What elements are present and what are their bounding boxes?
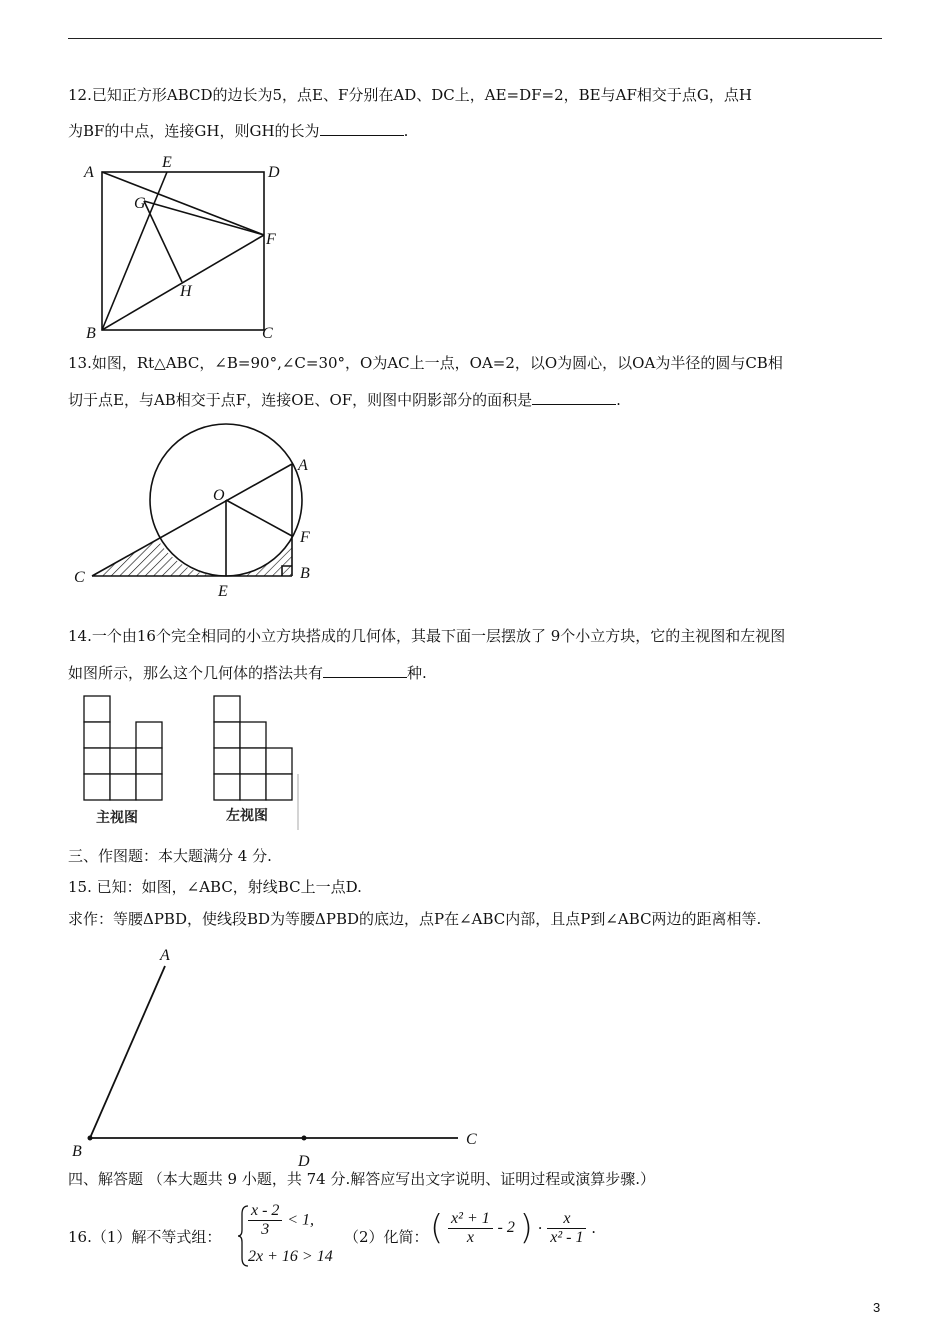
q12-label-H: H <box>180 283 192 300</box>
q14-line2-text: 如图所示，那么这个几何体的搭法共有 <box>68 664 324 682</box>
q13-line2: 切于点E，与AB相交于点F，连接OE、OF，则图中阴影部分的面积是 . <box>68 391 621 409</box>
q12-segment-AF <box>102 172 264 235</box>
q13-label-A: A <box>298 457 308 474</box>
q13-label-O: O <box>213 487 225 504</box>
q16-inequality-2: 2x + 16 > 14 <box>248 1248 333 1265</box>
q13-label-B: B <box>300 565 310 582</box>
front-view-cell <box>136 722 162 748</box>
q14-front-caption: 主视图 <box>96 810 138 826</box>
q16-part2: （2）化简： <box>344 1228 429 1246</box>
q14-line2 <box>68 662 886 684</box>
front-view-cell <box>110 748 136 774</box>
q15-label-C: C <box>466 1131 477 1148</box>
left-view-cell <box>214 722 240 748</box>
q14-left-caption: 左视图 <box>226 808 268 824</box>
q16-ineq1-num: x - 2 <box>248 1202 282 1221</box>
front-view-cell <box>136 774 162 800</box>
q16-ineq1-rest: < 1, <box>287 1211 315 1229</box>
q12-label-B: B <box>86 325 96 342</box>
q16-expression: ( $\frac{\text{x² + 1}}{x}$ - 2 ) · $\frac{x}{\text{x² - 1}}$ . <box>430 1208 597 1248</box>
page-number: 3 <box>873 1300 881 1315</box>
left-view-cell <box>214 748 240 774</box>
q15-line2: 求作：等腰ΔPBD，使线段BD为等腰ΔPBD的底边，点P在∠ABC内部，且点P到∠ABC两边的距离相等. <box>68 910 762 928</box>
q13-figure <box>70 430 330 605</box>
q13-line2-text: 切于点E，与AB相交于点F，连接OE、OF，则图中阴影部分的面积是 <box>68 391 533 409</box>
q15-point-D <box>302 1136 307 1141</box>
q15-label-A: A <box>160 947 170 964</box>
q15-point-B <box>88 1136 93 1141</box>
q12-line1: 12.已知正方形ABCD的边长为5，点E、F分别在AD、DC上，AE=DF=2，BE与AF相交于点G，点H <box>68 86 752 104</box>
q13-label-F: F <box>300 529 310 546</box>
q13-label-C: C <box>74 569 85 586</box>
front-view-cell <box>84 774 110 800</box>
section-3-heading: 三、作图题：本大题满分 4 分. <box>68 847 272 865</box>
q16-expr2-num: x <box>547 1210 586 1229</box>
q12-label-G: G <box>134 195 146 212</box>
q12-segment-GH <box>144 201 182 282</box>
q13-shaded-left <box>92 540 226 576</box>
q16-expr-num: x² + 1 <box>448 1210 493 1229</box>
q13-answer-blank[interactable] <box>532 390 616 405</box>
q12-segment-GF <box>144 201 264 235</box>
front-view-cell <box>84 748 110 774</box>
front-view-cell <box>84 696 110 722</box>
q14-answer-blank[interactable] <box>323 663 407 678</box>
q13-line1: 13.如图，Rt△ABC，∠B=90°,∠C=30°，O为AC上一点，OA=2，以O为圆心，以OA为半径的圆与CB相 <box>68 354 783 372</box>
q14-line2-suffix: 种. <box>407 664 427 682</box>
q16-expr2-den: x² - 1 <box>550 1228 584 1246</box>
q12-line2-text: 为BF的中点，连接GH，则GH的长为 <box>68 122 320 140</box>
q16-prefix: 16.（1）解不等式组： <box>68 1228 222 1246</box>
q15-line1: 15. 已知：如图，∠ABC，射线BC上一点D. <box>68 878 362 896</box>
front-view-cell <box>136 748 162 774</box>
q16-ineq1-den: 3 <box>261 1221 270 1238</box>
q12-line2: 为BF的中点，连接GH，则GH的长为 . <box>68 122 409 140</box>
q16-inequality-1 <box>248 1202 314 1239</box>
q12-answer-blank[interactable] <box>320 121 404 136</box>
left-view-cell <box>240 722 266 748</box>
q16-end: . <box>591 1219 597 1237</box>
q14-line1: 14.一个由16个完全相同的小立方块搭成的几何体，其最下面一层摆放了 9个小立方块，它的主视图和左视图 <box>68 627 786 645</box>
q15-label-D: D <box>298 1153 310 1170</box>
section-4-heading: 四、解答题 （本大题共 9 小题，共 74 分.解答应写出文字说明、证明过程或演算步骤.） <box>68 1170 656 1188</box>
q15-ray-BA <box>90 966 165 1138</box>
left-view-cell <box>240 774 266 800</box>
header-rule <box>68 38 882 39</box>
q16-expr-minus: - 2 <box>497 1219 515 1236</box>
q14-figure <box>80 690 310 830</box>
left-view-cell <box>266 774 292 800</box>
q12-label-A: A <box>84 164 94 181</box>
left-view-cell <box>214 774 240 800</box>
q12-label-F: F <box>266 231 276 248</box>
q12-square <box>102 172 264 330</box>
front-view-cell <box>110 774 136 800</box>
front-view-cell <box>84 722 110 748</box>
q16 <box>68 1202 888 1272</box>
left-view-cell <box>266 748 292 774</box>
q15-figure <box>70 940 490 1170</box>
q12-figure <box>80 154 290 343</box>
q12-label-E: E <box>162 154 172 171</box>
q12-label-C: C <box>262 325 273 342</box>
q16-expr-den: x <box>466 1228 474 1246</box>
q15-label-B: B <box>72 1143 82 1160</box>
left-view-cell <box>240 748 266 774</box>
q13-segment-OF <box>226 500 292 536</box>
left-view-cell <box>214 696 240 722</box>
q13-label-E: E <box>218 583 228 600</box>
q12-label-D: D <box>268 164 280 181</box>
